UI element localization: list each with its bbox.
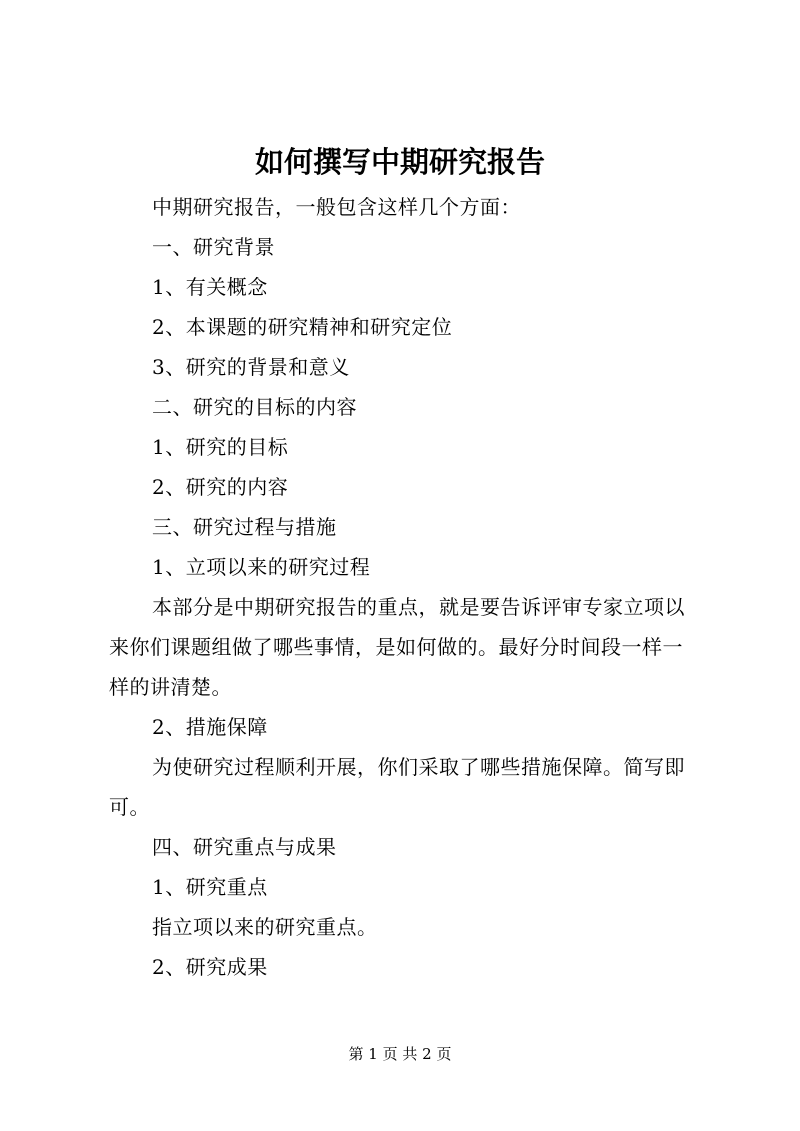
subsection-heading: 1、立项以来的研究过程: [152, 555, 371, 579]
section-heading: 三、研究过程与措施: [152, 515, 337, 539]
section-heading: 一、研究背景: [152, 235, 275, 259]
section-heading: 二、研究的目标的内容: [152, 395, 357, 419]
paragraph-line: 来你们课题组做了哪些事情，是如何做的。最好分时间段一样一: [109, 635, 683, 659]
subsection-heading: 3、研究的背景和意义: [152, 355, 350, 379]
subsection-heading: 2、研究的内容: [152, 475, 289, 499]
subsection-heading: 1、有关概念: [152, 275, 268, 299]
document-title: 如何撰写中期研究报告: [254, 145, 545, 179]
subsection-heading: 2、措施保障: [152, 715, 268, 739]
paragraph-line: 为使研究过程顺利开展，你们采取了哪些措施保障。简写即: [152, 755, 685, 779]
subsection-heading: 2、研究成果: [152, 955, 268, 979]
paragraph-line: 本部分是中期研究报告的重点，就是要告诉评审专家立项以: [152, 595, 685, 619]
paragraph-line: 中期研究报告，一般包含这样几个方面：: [152, 195, 521, 219]
subsection-heading: 1、研究的目标: [152, 435, 289, 459]
paragraph-line: 样的讲清楚。: [109, 675, 232, 699]
subsection-heading: 2、本课题的研究精神和研究定位: [152, 315, 453, 339]
paragraph-line: 可。: [109, 795, 150, 819]
subsection-heading: 1、研究重点: [152, 875, 268, 899]
paragraph-line: 指立项以来的研究重点。: [152, 915, 378, 939]
page-footer: 第 1 页 共 2 页: [348, 1045, 452, 1063]
section-heading: 四、研究重点与成果: [152, 835, 337, 859]
